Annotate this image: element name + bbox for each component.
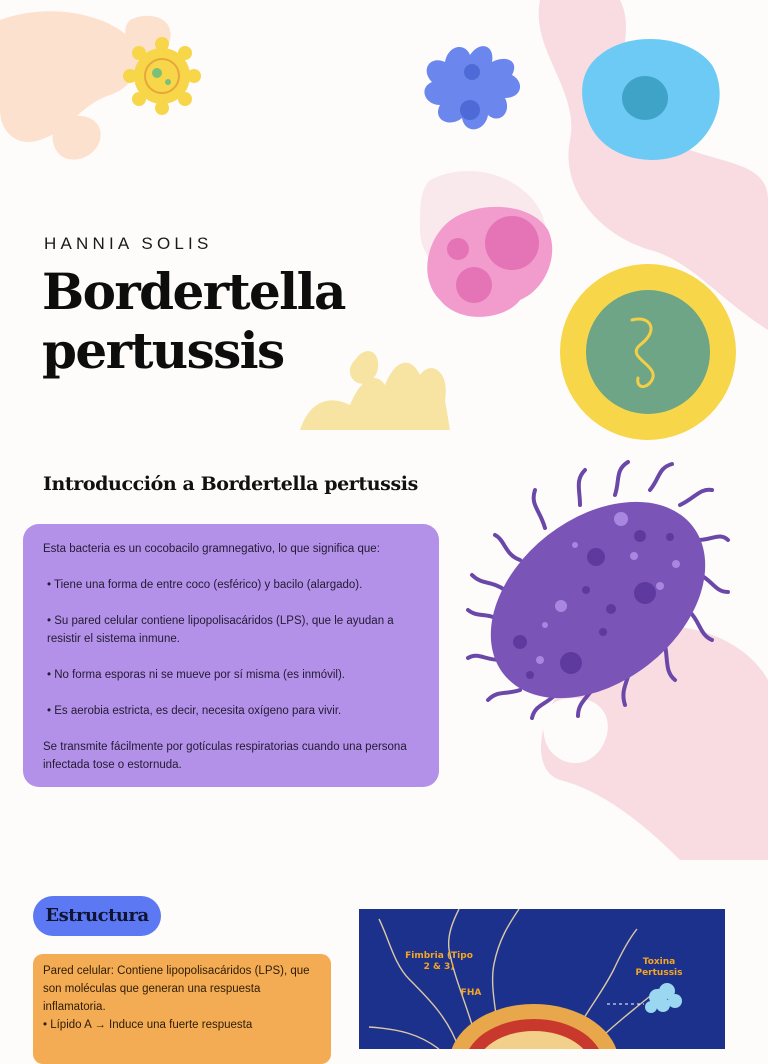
intro-bullet: • Es aerobia estricta, es decir, necesita oxígeno para vivir. xyxy=(47,705,342,717)
yellow-cell-icon xyxy=(123,37,201,115)
green-cell-icon xyxy=(560,264,736,440)
intro-bullet: • Su pared celular contiene lipopolisacáridos (LPS), que le ayudan a resistir el sistema inmune. xyxy=(47,615,394,645)
author-name: HANNIA SOLIS xyxy=(44,234,213,253)
intro-bullet: • No forma esporas ni se mueve por sí misma (es inmóvil). xyxy=(47,669,346,681)
diagram-label-fha: FHA xyxy=(460,988,482,998)
light-blue-cell-icon xyxy=(582,39,720,160)
intro-heading: Introducción a Bordertella pertussis xyxy=(43,473,418,495)
amoeba-nucleus xyxy=(464,64,480,80)
intro-closing: Se transmite fácilmente por gotículas respiratorias cuando una persona infectada tose o estornuda. xyxy=(43,741,407,771)
diagram-label-toxin: Toxina Pertussis xyxy=(635,957,683,978)
page-title xyxy=(42,262,345,380)
amoeba-nucleus xyxy=(460,100,480,120)
diagram-label-fimbria: Fimbria (Tipo 2 & 3) xyxy=(405,951,473,972)
diagram-artwork xyxy=(359,909,725,1049)
structure-line: Pared celular: Contiene lipopolisacáridos (LPS), que son moléculas que generan una respuesta inflamatoria. xyxy=(43,965,310,1013)
structure-heading-pill: Estructura xyxy=(33,896,161,936)
structure-line: • Lípido A → Induce una fuerte respuesta xyxy=(43,1019,253,1031)
title-line-2: pertussis xyxy=(42,321,284,380)
intro-lead: Esta bacteria es un cocobacilo gramnegativo, lo que significa que: xyxy=(43,543,380,555)
intro-bullet: • Tiene una forma de entre coco (esférico) y bacilo (alargado). xyxy=(47,579,363,591)
intro-box xyxy=(23,524,439,787)
title-line-1: Bordertella xyxy=(42,262,345,321)
structure-box xyxy=(33,954,331,1064)
bacterium-diagram-image xyxy=(359,909,725,1049)
